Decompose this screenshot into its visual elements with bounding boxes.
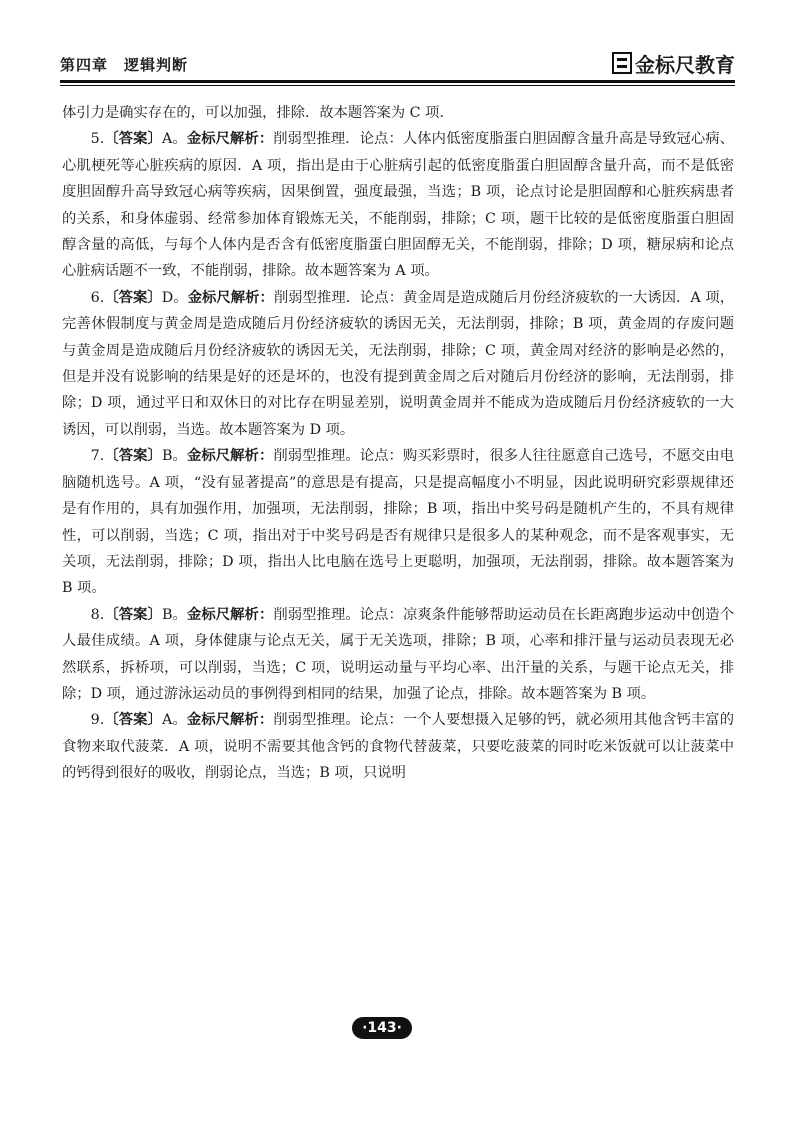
analysis-text: 削弱型推理。论点：购买彩票时，很多人往往愿意自己选号，不愿交由电脑随机选号。A 项，“没有显著提高”的意思是有提高，只是提高幅度小不明显，因此说明研究彩票规律还是有作用的，具有加强作用，加强项，无法削弱，排除；B 项，指出中奖号码是随机产生的，不具有规律性，可以削弱，当选；C 项，指出对于中奖号码是否有规律只是很多人的某种观念，而不是客观事实，无关项，无法削弱，排除；D 项，指出人比电脑在选号上更聪明，加强项，无法削弱，排除。故本题答案为 B 项。 <box>62 448 735 597</box>
answer-value: D。 <box>161 289 188 306</box>
answer-label: 〔答案〕 <box>104 448 162 465</box>
analysis-label: 金标尺解析： <box>186 712 274 729</box>
answer-value: B。 <box>161 448 187 465</box>
answer-item-8 <box>62 602 734 708</box>
header-rule-thick <box>60 80 735 83</box>
page-header <box>60 50 735 78</box>
logo-text: 金标尺教育 <box>635 52 735 77</box>
analysis-text: 削弱型推理。论点：凉爽条件能够帮助运动员在长距离跑步运动中创造个人最佳成绩。A 项，身体健康与论点无关，属于无关选项，排除；B 项，心率和排汗量与运动员表现无必然联系，拆桥项，可以削弱，当选；C 项，说明运动量与平均心率、出汗量的关系，与题干论点无关，排除；D 项，通过游泳运动员的事例得到相同的结果，加强了论点，排除。故本题答案为 B 项。 <box>62 606 735 702</box>
header-rule-thin <box>60 85 735 86</box>
analysis-text: 削弱型推理。论点：一个人要想摄入足够的钙，就必须用其他含钙丰富的食物来取代菠菜．A 项，说明不需要其他含钙的食物代替菠菜，只要吃菠菜的同时吃米饭就可以让菠菜中的钙得到很好的吸收，削弱论点，当选；B 项，只说明 <box>62 712 735 782</box>
analysis-text: 削弱型推理．论点：人体内低密度脂蛋白胆固醇含量升高是导致冠心病、心肌梗死等心脏疾病的原因．A 项，指出是由于心脏病引起的低密度脂蛋白胆固醇含量升高，而不是低密度胆固醇升高导致冠心病等疾病，因果倒置，强度最强，当选；B 项，论点讨论是胆固醇和心脏疾病患者的关系，和身体虚弱、经常参加体育锻炼无关，不能削弱，排除；C 项，题干比较的是低密度脂蛋白胆固醇含量的高低，与每个人体内是否含有低密度脂蛋白胆固醇无关，不能削弱，排除；D 项，糖尿病和论点心脏病话题不一致，不能削弱，排除。故本题答案为 A 项。 <box>62 131 735 280</box>
analysis-label: 金标尺解析： <box>186 131 274 148</box>
answer-label: 〔答案〕 <box>104 606 162 623</box>
answer-value: A。 <box>161 712 187 729</box>
item-number: 6. <box>90 289 105 306</box>
main-content <box>62 100 734 787</box>
answer-item-6 <box>62 285 734 443</box>
answer-item-5 <box>62 126 734 284</box>
analysis-text: 削弱型推理．论点：黄金周是造成随后月份经济疲软的一大诱因．A 项，完善休假制度与黄金周是造成随后月份经济疲软的诱因无关，无法削弱，排除；B 项，黄金周的存废问题与黄金周是造成随后月份经济疲软的诱因无关，无法削弱，排除；C 项，黄金周对经济的影响是必然的，但是并没有说影响的结果是好的还是坏的，也没有提到黄金周之后对随后月份经济的影响，无法削弱，排除；D 项，通过平日和双休日的对比存在明显差别，说明黄金周并不能成为造成随后月份经济疲软的一大诱因，可以削弱，当选。故本题答案为 D 项。 <box>62 289 735 438</box>
answer-value: B。 <box>161 606 187 623</box>
logo-icon <box>612 52 632 74</box>
item-number: 7. <box>90 448 105 465</box>
answer-item-7 <box>62 443 734 601</box>
analysis-label: 金标尺解析： <box>187 289 274 306</box>
continued-paragraph: 体引力是确实存在的，可以加强，排除．故本题答案为 C 项． <box>62 105 454 121</box>
answer-item-9 <box>62 707 734 786</box>
answer-label: 〔答案〕 <box>104 131 162 148</box>
answer-label: 〔答案〕 <box>104 712 162 729</box>
item-number: 5. <box>90 131 105 148</box>
analysis-label: 金标尺解析： <box>186 448 274 465</box>
chapter-title: 第四章 逻辑判断 <box>60 56 189 74</box>
item-number: 8. <box>90 606 105 623</box>
answer-value: A。 <box>161 131 187 148</box>
item-number: 9. <box>90 712 105 729</box>
answer-label: 〔答案〕 <box>104 289 162 306</box>
page-number: ·143· <box>352 1017 412 1039</box>
brand-logo <box>612 50 735 76</box>
analysis-label: 金标尺解析： <box>186 606 274 623</box>
